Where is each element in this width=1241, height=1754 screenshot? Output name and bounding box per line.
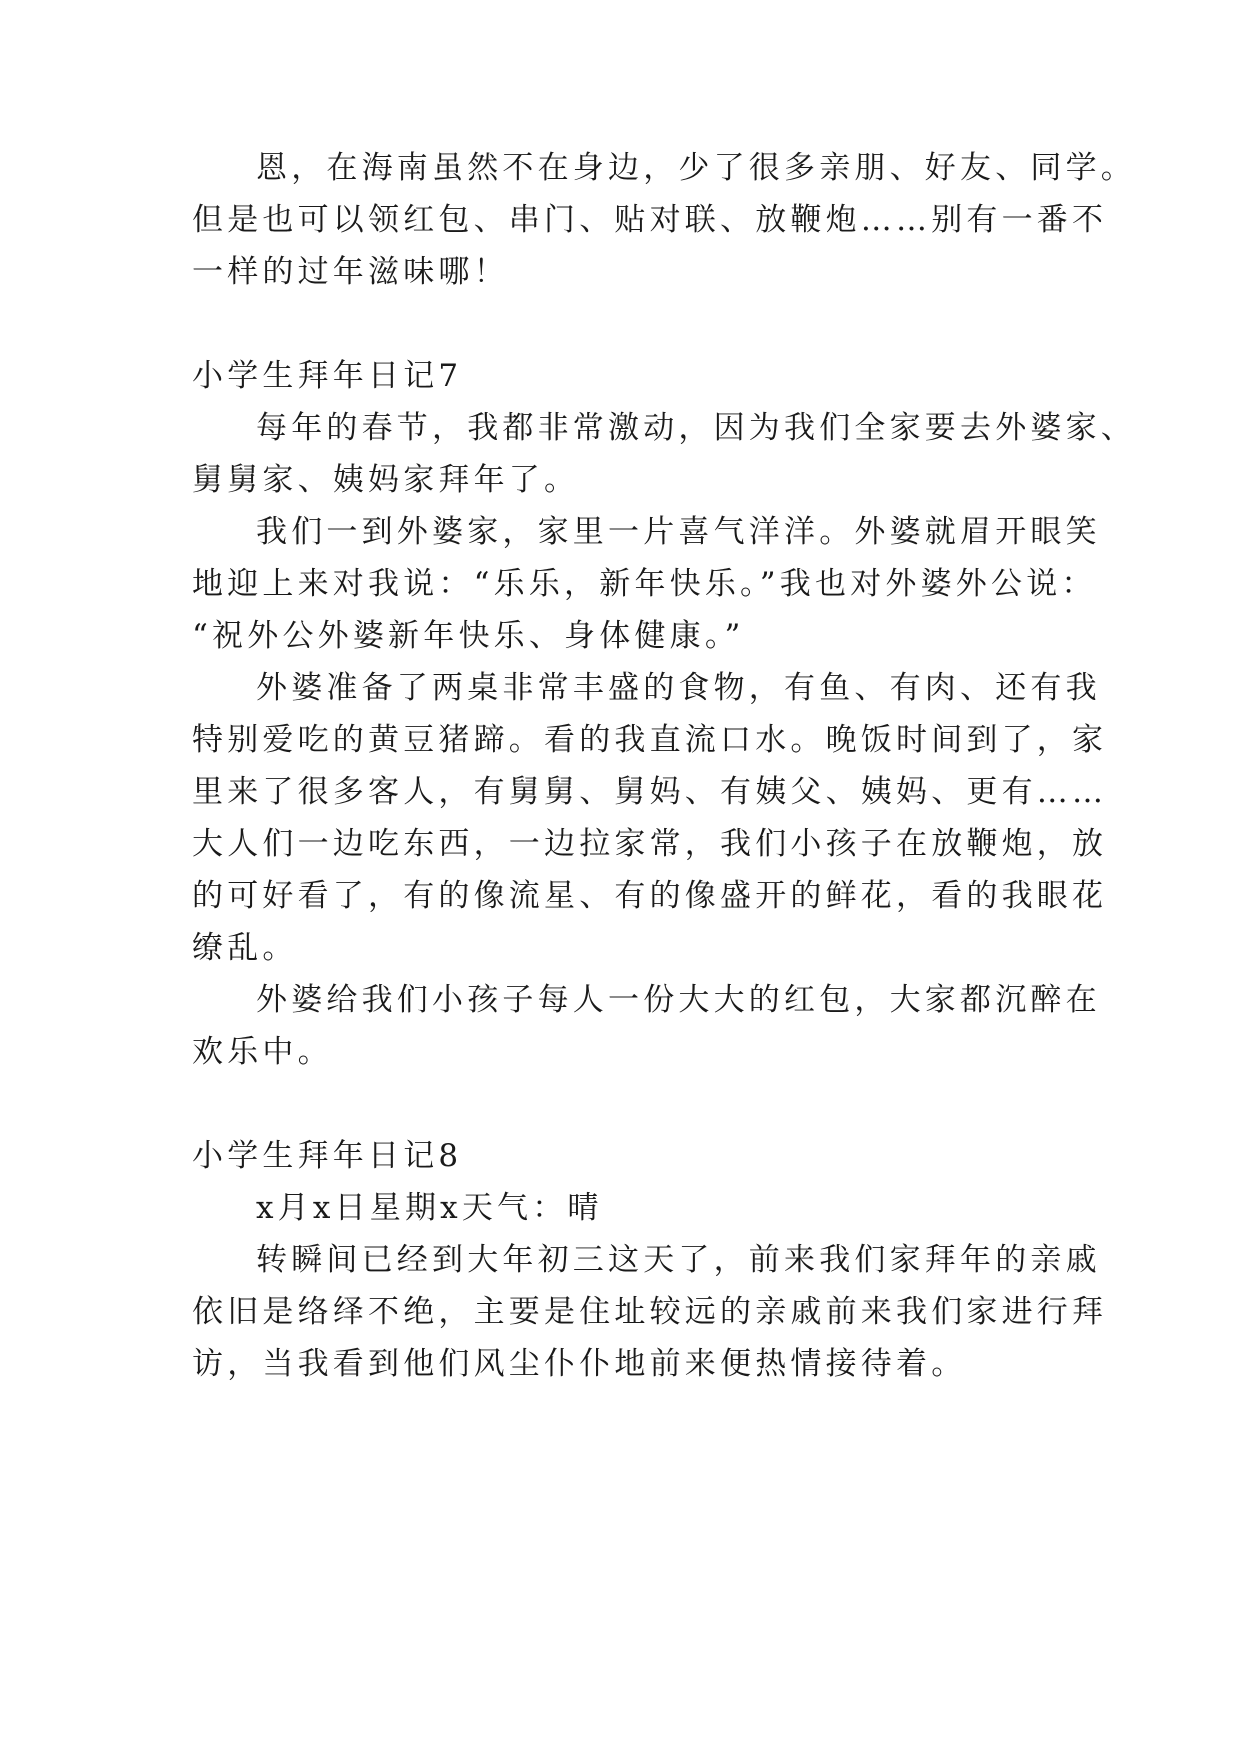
text-line: 转瞬间已经到大年初三这天了，前来我们家拜年的亲戚 [256, 1242, 1101, 1278]
text-line: 里来了很多客人，有舅舅、舅妈、有姨父、姨妈、更有…… [192, 774, 1108, 810]
text-line: 一样的过年滋味哪！ [192, 254, 509, 290]
text-line: “祝外公外婆新年快乐、身体健康。” [192, 618, 745, 654]
text-line: 依旧是络绎不绝，主要是住址较远的亲戚前来我们家进行拜 [192, 1294, 1108, 1330]
text-line: 地迎上来对我说：“乐乐，新年快乐。”我也对外婆外公说： [192, 566, 1097, 602]
text-line: 每年的春节，我都非常激动，因为我们全家要去外婆家、 [256, 410, 1136, 446]
text-line: 大人们一边吃东西，一边拉家常，我们小孩子在放鞭炮，放 [192, 826, 1108, 862]
text-line: 恩，在海南虽然不在身边，少了很多亲朋、好友、同学。 [256, 150, 1136, 186]
text-line: 访，当我看到他们风尘仆仆地前来便热情接待着。 [192, 1346, 967, 1382]
text-line: 特别爱吃的黄豆猪蹄。看的我直流口水。晚饭时间到了，家 [192, 722, 1108, 758]
text-line: 我们一到外婆家，家里一片喜气洋洋。外婆就眉开眼笑 [256, 514, 1101, 550]
text-line: 缭乱。 [192, 930, 298, 966]
text-line: 欢乐中。 [192, 1034, 333, 1070]
text-line: 但是也可以领红包、串门、贴对联、放鞭炮……别有一番不 [192, 202, 1108, 238]
section-heading-7: 小学生拜年日记7 [192, 358, 463, 394]
text-line: 的可好看了，有的像流星、有的像盛开的鲜花，看的我眼花 [192, 878, 1108, 914]
text-line: 舅舅家、姨妈家拜年了。 [192, 462, 580, 498]
text-line: 外婆给我们小孩子每人一份大大的红包，大家都沉醉在 [256, 982, 1101, 1018]
section-heading-8: 小学生拜年日记8 [192, 1138, 463, 1174]
date-weather-line: x月x日星期x天气：晴 [256, 1190, 603, 1226]
text-line: 外婆准备了两桌非常丰盛的食物，有鱼、有肉、还有我 [256, 670, 1101, 706]
